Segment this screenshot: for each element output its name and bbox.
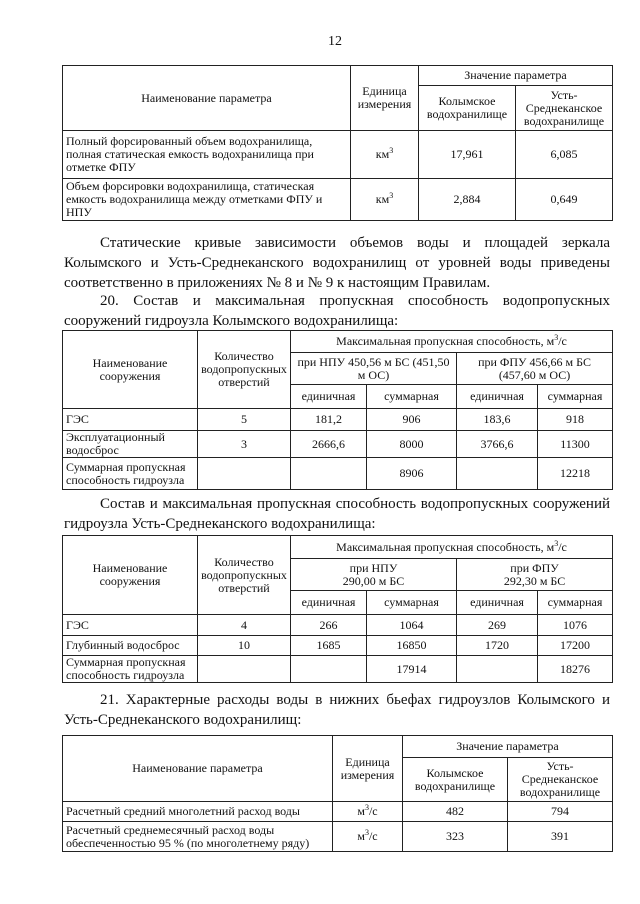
header-unit: Единица измерения xyxy=(333,736,403,802)
header-col1: Колымское водохранилище xyxy=(403,758,508,802)
ust-srednekan-spillway-table xyxy=(62,535,613,683)
kolyma-spillway-table xyxy=(62,330,613,490)
paragraph-20 xyxy=(64,291,610,331)
row-v2: 6,085 xyxy=(516,131,613,179)
table-header-row xyxy=(63,66,613,86)
unit-sup: 3 xyxy=(364,803,369,812)
header-npu: при НПУ 450,56 м БС (451,50 м ОС) xyxy=(291,353,457,385)
row-unit xyxy=(333,802,403,822)
table-row xyxy=(63,409,613,431)
header-name: Наименование сооружения xyxy=(63,331,198,409)
table-row xyxy=(63,636,613,656)
row-name: Расчетный средний многолетний расход воды xyxy=(63,802,333,822)
header-value-group: Значение параметра xyxy=(403,736,613,758)
header-count: Количество водопропускных отверстий xyxy=(198,536,291,615)
table-header-row xyxy=(63,536,613,559)
header-fpu: при ФПУ 456,66 м БС (457,60 м ОС) xyxy=(457,353,613,385)
row-npu-single: 181,2 xyxy=(291,409,367,431)
header-unit: Единица измерения xyxy=(351,66,419,131)
header-count: Количество водопропускных отверстий xyxy=(198,331,291,409)
unit-sup: 3 xyxy=(389,146,394,155)
row-fpu-single: 269 xyxy=(457,615,538,636)
row-npu-total: 17914 xyxy=(367,656,457,683)
row-v2: 0,649 xyxy=(516,179,613,221)
unit-tail: /с xyxy=(368,804,378,818)
row-npu-single: 1685 xyxy=(291,636,367,656)
table-header-row xyxy=(63,736,613,758)
table-row xyxy=(63,458,613,490)
row-unit xyxy=(333,822,403,852)
row-unit xyxy=(351,179,419,221)
unit-text: км xyxy=(375,192,390,206)
header-max-group xyxy=(291,331,613,353)
row-v2: 391 xyxy=(508,822,613,852)
header-value-group: Значение параметра xyxy=(419,66,613,86)
row-fpu-total: 12218 xyxy=(538,458,613,490)
header-single: единичная xyxy=(291,385,367,409)
row-name: Глубинный водосброс xyxy=(63,636,198,656)
row-count: 3 xyxy=(198,431,291,458)
row-fpu-single: 1720 xyxy=(457,636,538,656)
unit-text: м xyxy=(357,829,365,843)
max-text: Максимальная пропускная способность, м xyxy=(336,334,555,348)
row-npu-single xyxy=(291,656,367,683)
row-npu-single xyxy=(291,458,367,490)
max-tail: /с xyxy=(558,334,567,348)
row-npu-total: 1064 xyxy=(367,615,457,636)
unit-text: км xyxy=(375,147,390,161)
max-sup: 3 xyxy=(554,333,559,342)
paragraph-text: 21. Характерные расходы воды в нижних бьефах гидроузлов Колымского и Усть-Среднеканского водохранилищ: xyxy=(64,692,610,728)
paragraph-text: 20. Состав и максимальная пропускная способность водопропускных сооружений гидроузла Колымского водохранилища: xyxy=(64,293,610,329)
row-fpu-single xyxy=(457,458,538,490)
paragraph-text: Статические кривые зависимости объемов воды и площадей зеркала Колымского и Усть-Среднеканского водохранилищ от уровней воды приведены соответственно в приложениях № 8 и № 9 к настоящим Правилам. xyxy=(64,235,610,291)
table-header-row xyxy=(63,331,613,353)
table-row xyxy=(63,822,613,852)
row-name: Эксплуатационный водосброс xyxy=(63,431,198,458)
header-name: Наименование параметра xyxy=(63,736,333,802)
header-single: единичная xyxy=(457,385,538,409)
row-name: Суммарная пропускная способность гидроузла xyxy=(63,458,198,490)
row-fpu-total: 1076 xyxy=(538,615,613,636)
unit-tail: /с xyxy=(368,829,378,843)
header-single: единичная xyxy=(291,591,367,615)
unit-text: м xyxy=(357,804,365,818)
row-npu-single: 266 xyxy=(291,615,367,636)
row-npu-single: 2666,6 xyxy=(291,431,367,458)
row-npu-total: 906 xyxy=(367,409,457,431)
row-fpu-total: 918 xyxy=(538,409,613,431)
header-fpu xyxy=(457,559,613,591)
row-count: 5 xyxy=(198,409,291,431)
reservoir-volume-table xyxy=(62,65,613,221)
fpu-text: при ФПУ 292,30 м БС xyxy=(503,560,566,588)
unit-sup: 3 xyxy=(364,828,369,837)
row-v1: 482 xyxy=(403,802,508,822)
table-row xyxy=(63,802,613,822)
row-count xyxy=(198,458,291,490)
header-total: суммарная xyxy=(538,385,613,409)
paragraph-static-curves xyxy=(64,233,610,293)
row-fpu-single: 183,6 xyxy=(457,409,538,431)
header-max-group xyxy=(291,536,613,559)
paragraph-21 xyxy=(64,690,610,730)
row-name: Объем форсировки водохранилища, статическая емкость водохранилища между отметками ФПУ и НПУ xyxy=(63,179,351,221)
header-col2: Усть-Среднеканское водохранилище xyxy=(508,758,613,802)
row-fpu-total: 18276 xyxy=(538,656,613,683)
row-fpu-single xyxy=(457,656,538,683)
paragraph-ust-srednekan xyxy=(64,494,610,534)
table-row xyxy=(63,431,613,458)
table-row xyxy=(63,131,613,179)
row-count xyxy=(198,656,291,683)
header-col2: Усть-Среднеканское водохранилище xyxy=(516,86,613,131)
max-text: Максимальная пропускная способность, м xyxy=(336,539,555,554)
row-name: ГЭС xyxy=(63,409,198,431)
row-name: Полный форсированный объем водохранилища, полная статическая емкость водохранилища при отметке ФПУ xyxy=(63,131,351,179)
row-npu-total: 16850 xyxy=(367,636,457,656)
table-row xyxy=(63,656,613,683)
header-name: Наименование сооружения xyxy=(63,536,198,615)
row-v1: 2,884 xyxy=(419,179,516,221)
water-discharge-table xyxy=(62,735,613,852)
unit-sup: 3 xyxy=(389,191,394,200)
row-name: ГЭС xyxy=(63,615,198,636)
row-name: Суммарная пропускная способность гидроузла xyxy=(63,656,198,683)
header-npu xyxy=(291,559,457,591)
header-col1: Колымское водохранилище xyxy=(419,86,516,131)
max-tail: /с xyxy=(558,539,567,554)
page-number: 12 xyxy=(328,34,342,49)
row-count: 10 xyxy=(198,636,291,656)
row-name: Расчетный среднемесячный расход воды обеспеченностью 95 % (по многолетнему ряду) xyxy=(63,822,333,852)
paragraph-text: Состав и максимальная пропускная способность водопропускных сооружений гидроузла Усть-Среднеканского водохранилища: xyxy=(64,496,610,532)
header-total: суммарная xyxy=(367,385,457,409)
row-v2: 794 xyxy=(508,802,613,822)
row-count: 4 xyxy=(198,615,291,636)
row-fpu-single: 3766,6 xyxy=(457,431,538,458)
header-single: единичная xyxy=(457,591,538,615)
table-row xyxy=(63,615,613,636)
header-total: суммарная xyxy=(538,591,613,615)
header-total: суммарная xyxy=(367,591,457,615)
row-fpu-total: 11300 xyxy=(538,431,613,458)
row-v1: 17,961 xyxy=(419,131,516,179)
row-npu-total: 8000 xyxy=(367,431,457,458)
row-npu-total: 8906 xyxy=(367,458,457,490)
table-row xyxy=(63,179,613,221)
max-sup: 3 xyxy=(554,538,559,548)
row-v1: 323 xyxy=(403,822,508,852)
npu-text: при НПУ 290,00 м БС xyxy=(342,560,405,588)
row-fpu-total: 17200 xyxy=(538,636,613,656)
header-name: Наименование параметра xyxy=(63,66,351,131)
row-unit xyxy=(351,131,419,179)
